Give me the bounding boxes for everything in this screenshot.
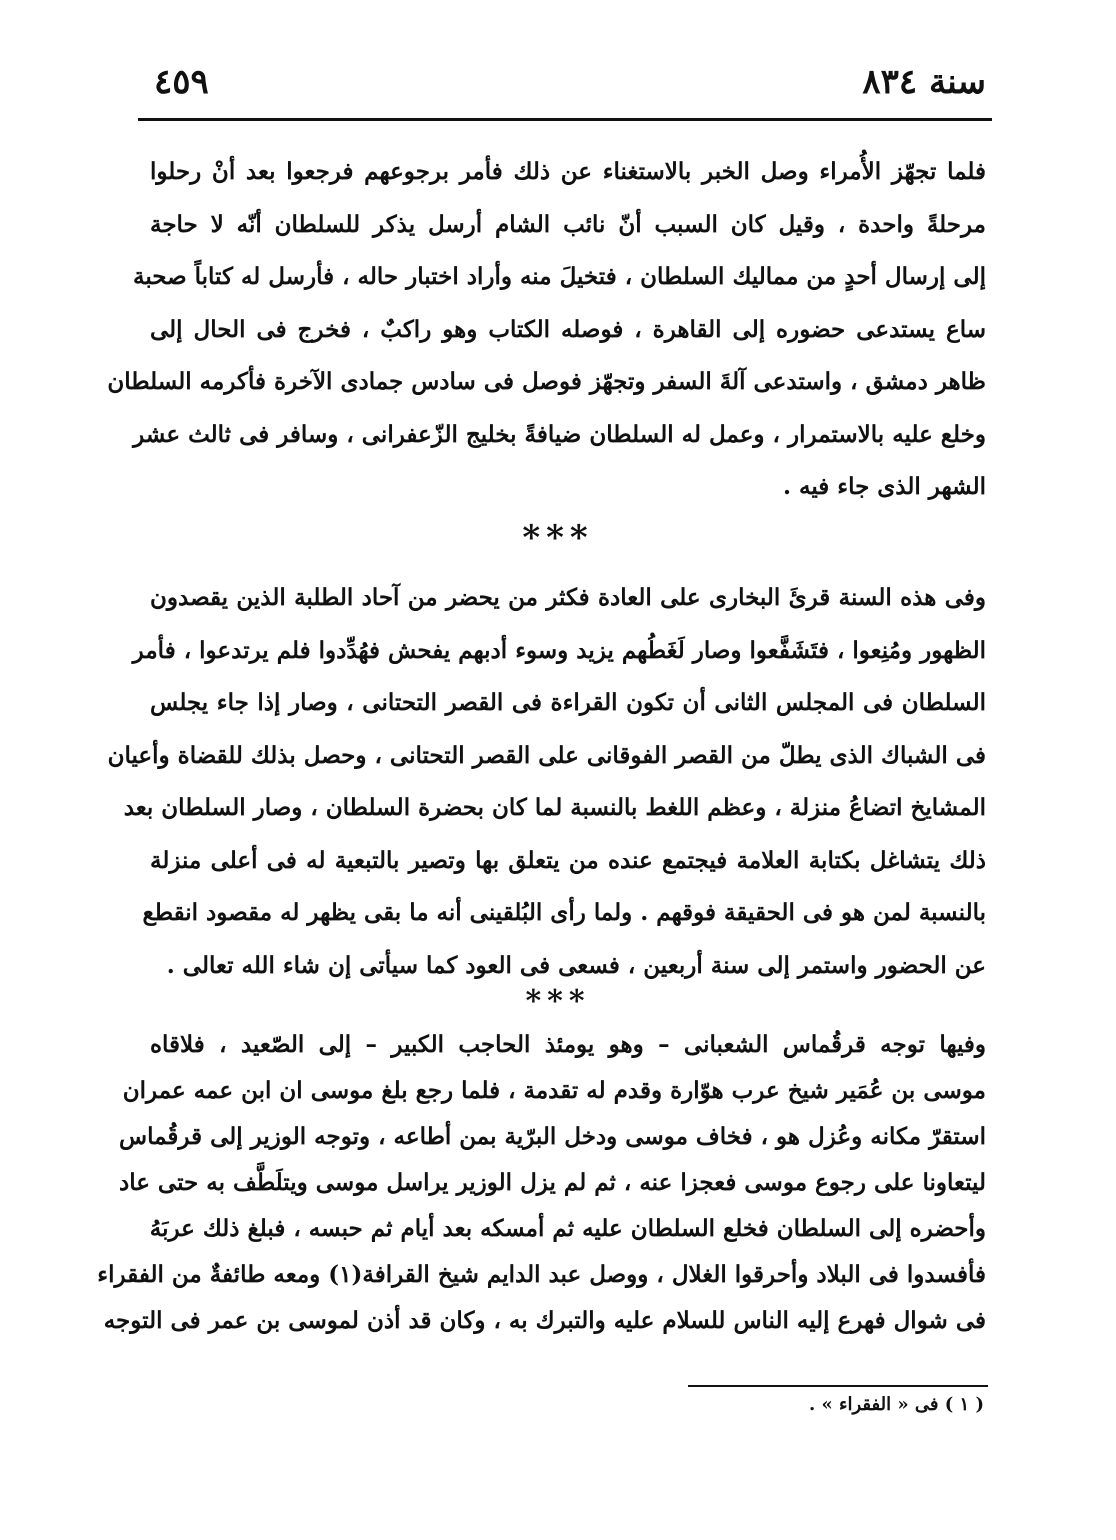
text-line: فى الشباك الذى يطلّ من القصر الفوقانى على القصر التحتانى ، وحصل بذلك للقضاة وأعيان bbox=[107, 741, 986, 769]
text-line: المشايخ اتضاعُ منزلة ، وعظم اللغط بالنسبة لما كان بحضرة السلطان ، وصار السلطان بعد bbox=[123, 794, 986, 821]
text-line: موسى بن عُمَير شيخ عرب هوّارة وقدم له تقدمة ، فلما رجع بلغ موسى ان ابن عمه عمران bbox=[122, 1077, 986, 1104]
text-line: استقرّ مكانه وعُزل هو ، فخاف موسى ودخل البرّية بمن أطاعه ، وتوجه الوزير إلى قرقُماس bbox=[119, 1123, 986, 1150]
text-line: ظاهر دمشق ، واستدعى آلةَ السفر وتجهّز فوصل فى سادس جمادى الآخرة فأكرمه السلطان bbox=[107, 368, 986, 395]
text-line: وفى هذه السنة قرئَ البخارى على العادة فكثر من يحضر من آحاد الطلبة الذين يقصدون bbox=[150, 584, 986, 611]
page-number: ٤٥٩ bbox=[154, 62, 209, 102]
text-line: الظهور ومُنِعوا ، فتَشَفَّعوا وصار لَغَطُهم يزيد وسوء أدبهم يفحش فهُدِّدوا فلم يرتدعوا ، فأمر bbox=[132, 636, 986, 664]
text-line: مرحلةً واحدة ، وقيل كان السبب أنّ نائب الشام أرسل يذكر للسلطان أنّه لا حاجة bbox=[150, 210, 986, 238]
text-line: السلطان فى المجلس الثانى أن تكون القراءة فى القصر التحتانى ، وصار إذا جاء يجلس bbox=[150, 689, 986, 716]
text-line: بالنسبة لمن هو فى الحقيقة فوقهم . ولما رأى البُلقينى أنه ما بقى يظهر له مقصود انقطع bbox=[142, 899, 986, 926]
text-line: وأحضره إلى السلطان فخلع السلطان عليه ثم أمسكه بعد أيام ثم حبسه ، فبلغ ذلك عربَهُ bbox=[149, 1215, 986, 1242]
header-rule bbox=[138, 118, 992, 121]
page-header bbox=[140, 62, 990, 112]
paragraph-1 bbox=[107, 146, 986, 514]
text-line: إلى إرسال أحدٍ من مماليك السلطان ، فتخيلَ منه وأراد اختبار حاله ، فأرسل له كتاباً صحبة bbox=[132, 263, 986, 290]
year-heading: سنة ٨٣٤ bbox=[862, 62, 986, 102]
text-line: ليتعاونا على رجوع موسى فعجزا عنه ، ثم لم يزل الوزير يراسل موسى ويتلَطَّف به حتى عاد bbox=[118, 1169, 986, 1196]
section-separator: *** bbox=[525, 984, 591, 1019]
footnote: ( ١ ) فى « الفقراء » . bbox=[808, 1394, 984, 1415]
text-line: فأفسدوا فى البلاد وأحرقوا الغلال ، ووصل عبد الدايم شيخ القرافة(١) ومعه طائفةٌ من الفقراء bbox=[97, 1261, 986, 1288]
text-line: فى شوال فهرع إليه الناس للسلام عليه والتبرك به ، وكان قد أذن لموسى بن عمر فى التوجه bbox=[103, 1307, 986, 1334]
footnote-rule bbox=[688, 1385, 988, 1387]
paragraph-2 bbox=[107, 572, 986, 992]
text-line: وفيها توجه قرقُماس الشعبانى – وهو يومئذ الحاجب الكبير – إلى الصّعيد ، فلاقاه bbox=[150, 1031, 986, 1058]
text-line: الشهر الذى جاء فيه . bbox=[782, 473, 986, 500]
text-line: فلما تجهّز الأُمراء وصل الخبر بالاستغناء عن ذلك فأمر برجوعهم فرجعوا بعد أنْ رحلوا bbox=[150, 158, 986, 185]
text-line: ساع يستدعى حضوره إلى القاهرة ، فوصله الكتاب وهو راكبٌ ، فخرج فى الحال إلى bbox=[150, 315, 986, 343]
text-line: ذلك يتشاغل بكتابة العلامة فيجتمع عنده من يتعلق بها وتصير بالتبعية له فى أعلى منزلة bbox=[150, 846, 986, 874]
section-separator: *** bbox=[522, 518, 594, 558]
paragraph-3 bbox=[97, 1022, 986, 1344]
text-line: عن الحضور واستمر إلى سنة أربعين ، فسعى فى العود كما سيأتى إن شاء الله تعالى . bbox=[166, 951, 986, 979]
text-line: وخلع عليه بالاستمرار ، وعمل له السلطان ضيافةً بخليج الزّعفرانى ، وسافر فى ثالث عشر bbox=[133, 420, 986, 448]
